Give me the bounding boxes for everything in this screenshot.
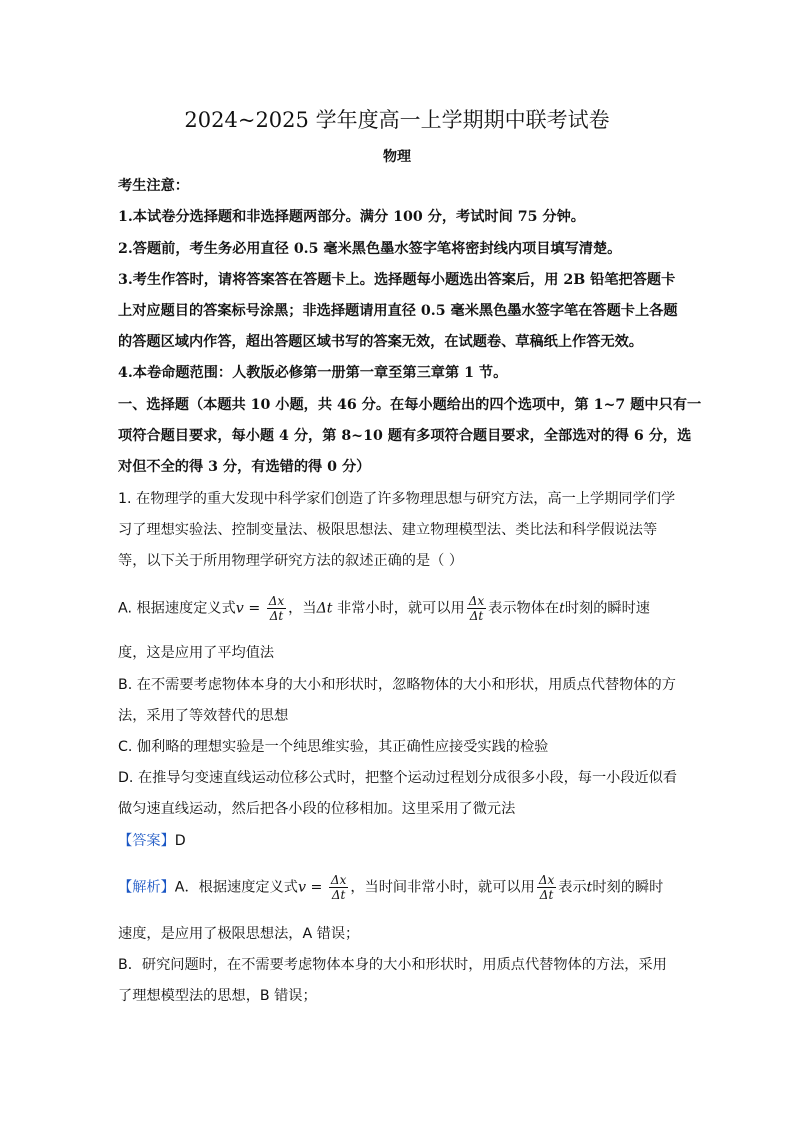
fraction-numerator: Δx	[330, 873, 347, 887]
option-c: C. 伽利略的理想实验是一个纯思维实验，其正确性应接受实践的检验	[118, 739, 549, 755]
analysis-text-2: ，当时间非常小时，就可以用	[350, 879, 535, 896]
answer-value: D	[174, 833, 186, 849]
fraction-denominator: Δt	[469, 609, 484, 623]
option-a-text-4: 表示物体在	[488, 600, 560, 617]
analysis-line-2: 速度，是应用了极限思想法，A 错误；	[118, 926, 360, 942]
section-heading-line-3: 对但不全的得 3 分，有选错的得 0 分）	[118, 459, 371, 475]
fraction-dx-dt-2	[467, 594, 486, 623]
section-heading-line-1: 一、选择题（本题共 10 小题，共 46 分。在每小题给出的四个选项中，第 1~7 题中只有一	[118, 397, 702, 413]
analysis-tag: 【解析】	[118, 879, 175, 896]
option-a-text-2: ，当	[288, 600, 317, 617]
notice-item-3-cont-2: 的答题区域内作答，超出答题区域书写的答案无效，在试题卷、草稿纸上作答无效。	[118, 334, 643, 350]
analysis-text-3: 表示	[558, 879, 587, 896]
fraction-numerator: Δx	[538, 873, 555, 887]
equals-sign: =	[243, 600, 265, 617]
option-a	[118, 594, 678, 623]
question-1-stem-3: 等，以下关于所用物理学研究方法的叙述正确的是（ ）	[118, 553, 464, 569]
fraction-numerator: Δx	[268, 594, 285, 608]
analysis-line-1	[118, 873, 678, 902]
subject-title: 物理	[383, 149, 411, 165]
fraction-numerator: Δx	[468, 594, 485, 608]
option-a-cont: 度，这是应用了平均值法	[118, 645, 275, 661]
option-b-2: 法，采用了等效替代的思想	[118, 708, 289, 724]
analysis-line-4: 了理想模型法的思想，B 错误；	[118, 988, 317, 1004]
option-b-1: B. 在不需要考虑物体本身的大小和形状时，忽略物体的大小和形状，用质点代替物体的方	[118, 677, 676, 693]
time-symbol: t	[559, 600, 565, 617]
option-d-2: 做匀速直线运动，然后把各小段的位移相加。这里采用了微元法	[118, 801, 516, 817]
fraction-denominator: Δt	[269, 609, 284, 623]
fraction-denominator: Δt	[539, 888, 554, 902]
exam-title: 2024~2025 学年度高一上学期期中联考试卷	[184, 108, 610, 132]
delta-t-symbol: Δt	[316, 600, 333, 617]
option-a-text-1: A. 根据速度定义式	[118, 600, 236, 617]
analysis-text-1: A．根据速度定义式	[174, 879, 298, 896]
notice-item-3-cont-1: 上对应题目的答案标号涂黑；非选择题请用直径 0.5 毫米黑色墨水签字笔在答题卡上各题	[118, 303, 678, 319]
analysis-text-4: 时刻的瞬时	[592, 879, 664, 896]
notice-heading: 考生注意：	[118, 178, 189, 194]
notice-item-2: 2.答题前，考生务必用直径 0.5 毫米黑色墨水签字笔将密封线内项目填写清楚。	[118, 241, 622, 257]
velocity-symbol: v	[235, 600, 244, 617]
option-d-1: D. 在推导匀变速直线运动位移公式时，把整个运动过程划分成很多小段，每一小段近似看	[118, 770, 678, 786]
option-a-text-5: 时刻的瞬时速	[564, 600, 650, 617]
question-1-stem-1: 1. 在物理学的重大发现中科学家们创造了许多物理思想与研究方法，高一上学期同学们学	[118, 491, 676, 507]
equals-sign: =	[306, 879, 327, 896]
notice-item-4: 4.本卷命题范围：人教版必修第一册第一章至第三章第 1 节。	[118, 365, 508, 381]
question-1-stem-2: 习了理想实验法、控制变量法、极限思想法、建立物理模型法、类比法和科学假说法等	[118, 522, 658, 538]
fraction-denominator: Δt	[331, 888, 346, 902]
fraction-dx-dt	[267, 594, 286, 623]
fraction-dx-dt-3	[329, 873, 348, 902]
notice-item-1: 1.本试卷分选择题和非选择题两部分。满分 100 分，考试时间 75 分钟。	[118, 209, 585, 225]
answer-tag: 【答案】	[118, 833, 175, 849]
answer-line	[118, 831, 678, 851]
analysis-line-3: B．研究问题时，在不需要考虑物体本身的大小和形状时，用质点代替物体的方法，采用	[118, 957, 667, 973]
velocity-symbol: v	[297, 879, 306, 896]
time-symbol: t	[586, 879, 593, 896]
notice-item-3: 3.考生作答时，请将答案答在答题卡上。选择题每小题选出答案后，用 2B 铅笔把答题卡	[118, 272, 676, 288]
fraction-dx-dt-4	[537, 873, 556, 902]
option-a-text-3: 非常小时，就可以用	[332, 600, 465, 617]
section-heading-line-2: 项符合题目要求，每小题 4 分，第 8~10 题有多项符合题目要求，全部选对的得 6 分，选	[118, 428, 692, 444]
